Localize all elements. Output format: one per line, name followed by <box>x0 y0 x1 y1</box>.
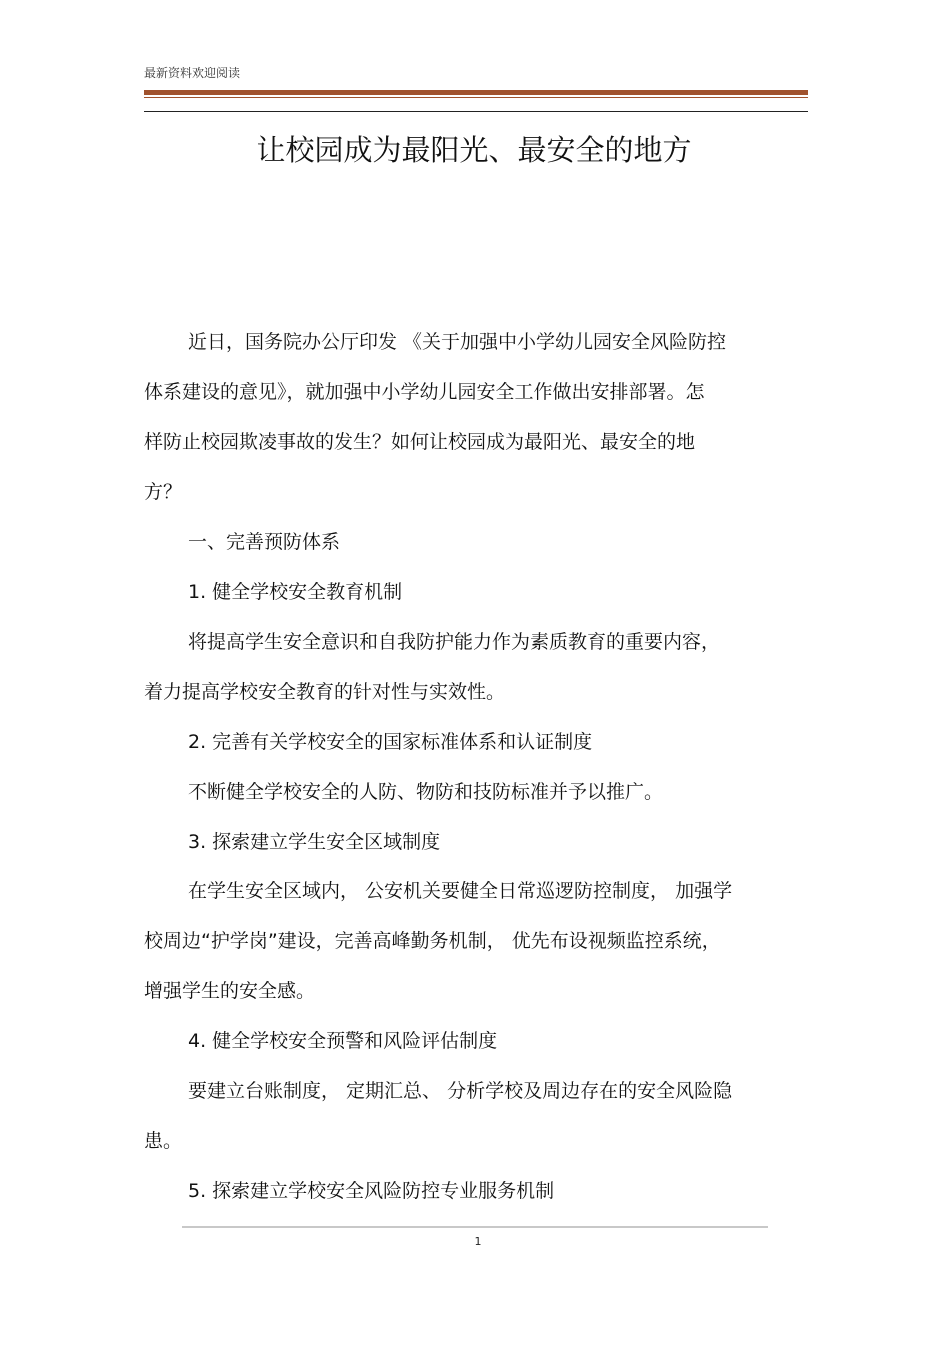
body-line: 要建立台账制度， 定期汇总、 分析学校及周边存在的安全风险隐 <box>188 1080 733 1102</box>
body-line: 增强学生的安全感。 <box>144 980 316 1002</box>
body-line: 着力提高学校安全教育的针对性与实效性。 <box>144 681 506 703</box>
body-line: 体系建设的意见》，就加强中小学幼儿园安全工作做出安排部署。怎 <box>144 381 705 403</box>
body-line: 不断健全学校安全的人防、物防和技防标准并予以推广。 <box>188 781 664 803</box>
page-number: 1 <box>474 1235 482 1248</box>
body-line: 近日，国务院办公厅印发 《关于加强中小学幼儿园安全风险防控 <box>188 331 727 353</box>
header-text: 最新资料欢迎阅读 <box>144 66 241 80</box>
subsection-heading: 4. 健全学校安全预警和风险评估制度 <box>188 1030 498 1052</box>
document-title: 让校园成为最阳光、最安全的地方 <box>256 133 692 167</box>
header-rule-black <box>144 111 808 112</box>
body-line: 方？ <box>144 481 183 503</box>
body-line: 将提高学生安全意识和自我防护能力作为素质教育的重要内容， <box>188 631 721 653</box>
body-line: 患。 <box>144 1130 183 1152</box>
subsection-heading: 1. 健全学校安全教育机制 <box>188 581 403 603</box>
body-line: 校周边“护学岗”建设，完善高峰勤务机制， 优先布设视频监控系统， <box>144 930 721 952</box>
header-rule-thick <box>144 90 808 95</box>
section-heading: 一、完善预防体系 <box>188 531 341 553</box>
subsection-heading: 5. 探索建立学校安全风险防控专业服务机制 <box>188 1180 555 1202</box>
body-line: 样防止校园欺凌事故的发生？如何让校园成为最阳光、最安全的地 <box>144 431 696 453</box>
header-rule-thin <box>144 97 808 98</box>
body-line: 在学生安全区域内， 公安机关要健全日常巡逻防控制度， 加强学 <box>188 880 733 902</box>
footer-rule <box>182 1226 768 1228</box>
subsection-heading: 2. 完善有关学校安全的国家标准体系和认证制度 <box>188 731 593 753</box>
subsection-heading: 3. 探索建立学生安全区域制度 <box>188 831 441 853</box>
